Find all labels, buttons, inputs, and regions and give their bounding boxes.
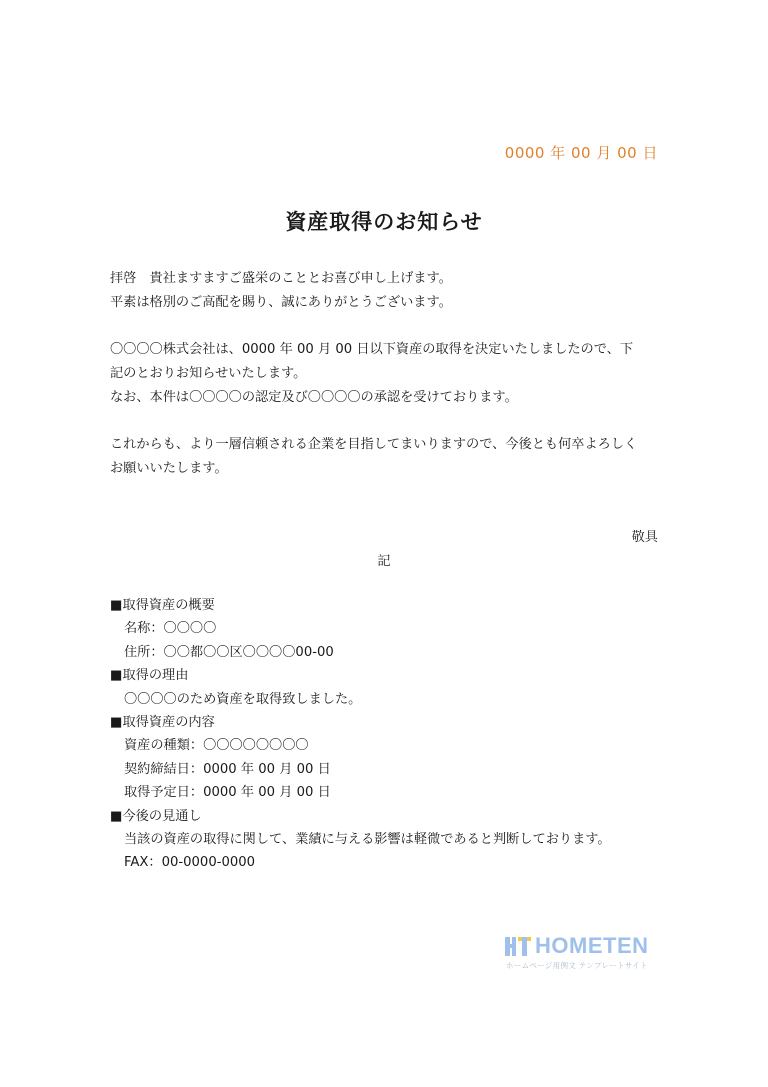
body-paragraph (110, 338, 660, 410)
greeting-line: 平素は格別のご高配を賜り、誠にありがとうございます。 (110, 295, 452, 310)
body-line: 〇〇〇〇株式会社は、0000 年 00 月 00 日以下資産の取得を決定いたしましたので、下 (110, 342, 634, 357)
closing-keigu: 敬具 (631, 530, 658, 545)
body-line: なお、本件は〇〇〇〇の認定及び〇〇〇〇の承認を受けております。 (110, 390, 518, 405)
contents-planned-date: 取得予定日：0000 年 00 月 00 日 (124, 785, 331, 801)
section-heading-overview: ■取得資産の概要 (110, 598, 215, 613)
section-heading-outlook: ■今後の見通し (110, 808, 202, 824)
hometen-logo (504, 932, 654, 972)
document-title: 資産取得のお知らせ (285, 210, 483, 234)
logo-wordmark: HOMETEN (535, 933, 649, 958)
outlook-text: 当該の資産の取得に関して、業績に与える影響は軽微であると判断しております。 (124, 832, 611, 848)
greeting-line: 拝啓 貴社ますますご盛栄のこととお喜び申し上げます。 (110, 271, 452, 286)
hometen-logo-icon (504, 934, 532, 958)
details-sections (110, 594, 611, 875)
closing-paragraph (110, 433, 660, 481)
logo-tagline: ホームページ用例文 テンプレートサイト (506, 961, 648, 970)
overview-name: 名称：〇〇〇〇 (124, 621, 217, 637)
overview-address: 住所：〇〇都〇〇区〇〇〇〇00-00 (124, 644, 334, 660)
ki-heading: 記 (377, 554, 391, 569)
document-date: 0000 年 00 月 00 日 (504, 144, 658, 162)
section-heading-reason: ■取得の理由 (110, 668, 189, 684)
outlook-fax: FAX：00-0000-0000 (124, 855, 256, 871)
closing-line: お願いいたします。 (110, 461, 228, 476)
contents-type: 資産の種類：〇〇〇〇〇〇〇〇 (124, 738, 309, 754)
body-line: 記のとおりお知らせいたします。 (110, 366, 307, 381)
closing-line: これからも、より一層信頼される企業を目指してまいりますので、今後とも何卒よろしく (110, 437, 638, 452)
greeting-paragraph (110, 267, 660, 315)
reason-text: 〇〇〇〇のため資産を取得致しました。 (124, 691, 362, 707)
section-heading-contents: ■取得資産の内容 (110, 715, 215, 731)
contents-contract-date: 契約締結日：0000 年 00 月 00 日 (124, 761, 331, 777)
